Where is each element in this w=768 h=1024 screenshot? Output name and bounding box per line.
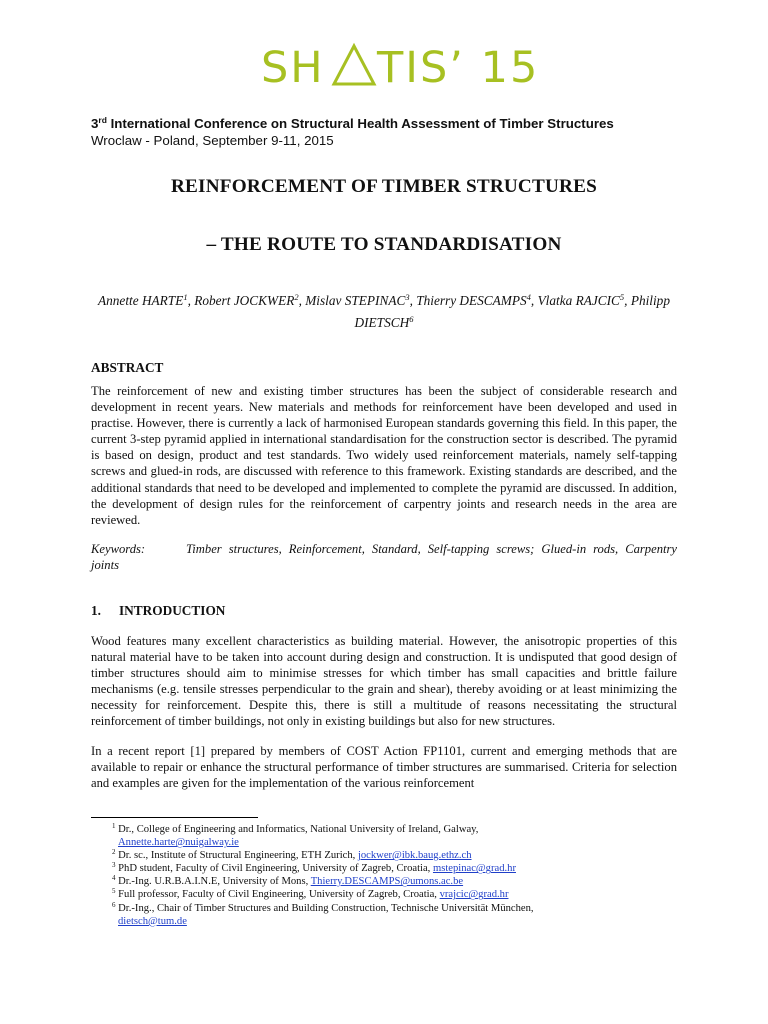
email-link[interactable]: Annette.harte@nuigalway.ie: [118, 837, 239, 849]
author: Mislav STEPINAC$^3$,: [305, 292, 417, 308]
conference-title: International Conference on Structural Health Assessment of Timber Structures: [106, 116, 614, 131]
footnote-item: $^6$ Dr.-Ing., Chair of Timber Structures and Building Construction, Technische Universität München, dietsch@tum.de: [112, 900, 534, 927]
footnote-item: $^4$ Dr.-Ing. U.R.B.A.I.N.E, University of Mons, Thierry.DESCAMPS@umons.ac.be: [112, 874, 464, 888]
footnote-item: $^1$ Dr., College of Engineering and Informatics, National University of Ireland, Galway, Annette.harte@nuigalway.ie: [112, 822, 479, 849]
author: Robert JOCKWER$^2$,: [194, 292, 306, 308]
footnote-item: $^3$ PhD student, Faculty of Civil Engineering, University of Zagreb, Croatia, mstepinac@grad.hr: [112, 861, 516, 875]
conference-ordinal: 3: [91, 116, 99, 131]
section-heading-introduction: [91, 603, 225, 619]
footnote-separator: [91, 817, 258, 818]
keywords: [91, 541, 677, 573]
email-link[interactable]: mstepinac@grad.hr: [432, 863, 516, 875]
email-link[interactable]: vrajcic@grad.hr: [439, 889, 509, 901]
email-link[interactable]: jockwer@ibk.baug.ethz.ch: [357, 850, 472, 862]
paper-title-line2: – THE ROUTE TO STANDARDISATION: [206, 234, 562, 255]
keywords-label: Keywords:: [91, 542, 146, 556]
keywords-text: Timber structures, Reinforcement, Standard, Self-tapping screws; Glued-in rods, Carpentry joints: [91, 542, 677, 573]
conference-name: [91, 115, 691, 132]
logo-triangle-icon: [334, 46, 374, 84]
shatis-logo-mark: [259, 40, 540, 93]
author: Vlatka RAJCIC$^5$,: [537, 292, 631, 308]
intro-paragraph-2: In a recent report [1] prepared by members of COST Action FP1101, current and emerging methods that are available to repair or enhance the structural performance of timber structures are summarised. Criteria for selection and examples are given for the implementation of the various reinforcement: [91, 744, 677, 791]
conference-info: [91, 115, 691, 149]
paper-title-line1: REINFORCEMENT OF TIMBER STRUCTURES: [171, 176, 597, 197]
abstract-text: The reinforcement of new and existing timber structures has been the subject of considerable research and development in recent years. New materials and methods for reinforcement have been developed and used in practise. However, there is currently a lack of harmonised European standards governing this field. In this paper, the current 3-step pyramid applied in international standardisation for the construction sector is described. The pyramid is based on design, product and test standards. Two widely used reinforcement materials, namely self-tapping screws and glued-in rods, are discussed with reference to this framework. Existing standards are described, and the additional standards that need to be developed and implemented to complete the pyramid are discussed. In addition, the development of design rules for the reinforcement of carpentry joints and research needs in the area are reviewed.: [91, 384, 677, 527]
email-link[interactable]: dietsch@tum.de: [118, 915, 187, 927]
section-title: INTRODUCTION: [119, 603, 226, 618]
logo-text-start: SH: [261, 43, 325, 93]
footnote-item: $^2$ Dr. sc., Institute of Structural Engineering, ETH Zurich, jockwer@ibk.baug.ethz.ch: [112, 848, 472, 862]
intro-paragraph-1: Wood features many excellent characteristics as building material. However, the anisotropic properties of this natural material have to be taken into account during design and construction. It is undisputed that good design of timber structures should aim to minimise stresses for which timber has small capacities and brittle failure mechanisms (e.g. tensile stresses perpendicular to the grain and shear), thereby avoiding or at least minimizing the necessity for reinforcement. Despite this, there is still a multitude of reasons necessitating the structural reinforcement of timber buildings, not only in existing buildings but also for new structures.: [91, 634, 677, 729]
author-list: [91, 290, 677, 334]
conference-logo: [0, 40, 768, 93]
email-link[interactable]: Thierry.DESCAMPS@umons.ac.be: [310, 876, 464, 888]
footnotes: [112, 823, 672, 928]
footnote-item: $^5$ Full professor, Faculty of Civil Engineering, University of Zagreb, Croatia, vrajcic@grad.hr: [112, 887, 509, 901]
author: Thierry DESCAMPS$^4$,: [416, 292, 538, 308]
section-number: 1.: [91, 603, 101, 618]
author: Annette HARTE$^1$,: [98, 292, 195, 308]
conference-location: Wroclaw - Poland, September 9-11, 2015: [91, 133, 334, 148]
logo-text-end: TIS’ 15: [377, 43, 540, 93]
author: Philipp DIETSCH$^6$: [354, 293, 670, 330]
conference-ordinal-suffix: rd: [98, 115, 107, 125]
abstract-heading: ABSTRACT: [91, 360, 164, 375]
